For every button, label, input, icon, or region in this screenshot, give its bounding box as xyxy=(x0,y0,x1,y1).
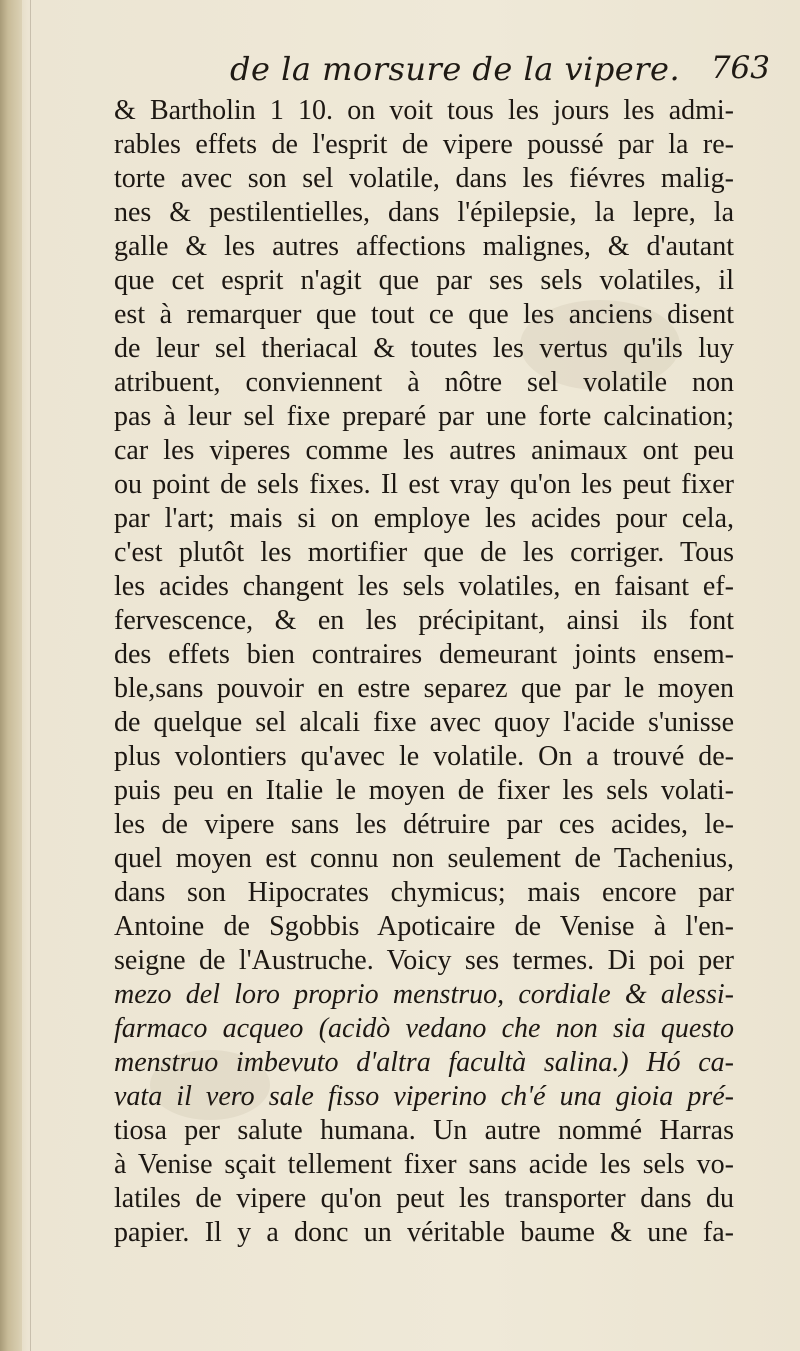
text-line: papier. Il y a donc un véritable baume & une fa- xyxy=(114,1217,734,1248)
running-title: de la morsure de la vipere. xyxy=(230,50,681,88)
body-text xyxy=(114,94,734,1250)
text-line: plus volontiers qu'avec le volatile. On a trouvé de- xyxy=(114,741,734,772)
text-line: c'est plutôt les mortifier que de les corriger. Tous xyxy=(114,537,734,568)
text-line: tiosa per salute humana. Un autre nommé Harras xyxy=(114,1115,734,1146)
text-line: des effets bien contraires demeurant joints ensem- xyxy=(114,639,734,670)
text-line: les acides changent les sels volatiles, en faisant ef- xyxy=(114,571,734,602)
gutter-fold-line xyxy=(30,0,31,1351)
text-line-italic: farmaco acqueo (acidò vedano che non sia questo xyxy=(114,1013,734,1044)
text-line: nes & pestilentielles, dans l'épilepsie, la lepre, la xyxy=(114,197,734,228)
text-line: fervescence, & en les précipitant, ainsi ils font xyxy=(114,605,734,636)
text-line: puis peu en Italie le moyen de fixer les sels volati- xyxy=(114,775,734,806)
text-line: seigne de l'Austruche. Voicy ses termes. Di poi per xyxy=(114,945,734,976)
text-line: & Bartholin 1 10. on voit tous les jours les admi- xyxy=(114,95,734,126)
text-line: à Venise sçait tellement fixer sans acide les sels vo- xyxy=(114,1149,734,1180)
text-line: de leur sel theriacal & toutes les vertus qu'ils luy xyxy=(114,333,734,364)
text-line: que cet esprit n'agit que par ses sels volatiles, il xyxy=(114,265,734,296)
text-line-italic: mezo del loro proprio menstruo, cordiale & alessi- xyxy=(114,979,734,1010)
page-number: 763 xyxy=(710,50,770,86)
text-line: atribuent, conviennent à nôtre sel volatile non xyxy=(114,367,734,398)
text-line: ou point de sels fixes. Il est vray qu'on les peut fixer xyxy=(114,469,734,500)
text-line: Antoine de Sgobbis Apoticaire de Venise à l'en- xyxy=(114,911,734,942)
text-line-italic: menstruo imbevuto d'altra facultà salina.) Hó ca- xyxy=(114,1047,734,1078)
text-line: torte avec son sel volatile, dans les fiévres malig- xyxy=(114,163,734,194)
text-line: de quelque sel alcali fixe avec quoy l'acide s'unisse xyxy=(114,707,734,738)
text-line-italic: vata il vero sale fisso viperino ch'é una gioia pré- xyxy=(114,1081,734,1112)
text-line: est à remarquer que tout ce que les anciens disent xyxy=(114,299,734,330)
text-line: pas à leur sel fixe preparé par une forte calcination; xyxy=(114,401,734,432)
text-line: rables effets de l'esprit de vipere poussé par la re- xyxy=(114,129,734,160)
page-header xyxy=(230,44,770,94)
text-line: ble,sans pouvoir en estre separez que par le moyen xyxy=(114,673,734,704)
text-line: dans son Hipocrates chymicus; mais encore par xyxy=(114,877,734,908)
page-gutter xyxy=(0,0,22,1351)
text-line: latiles de vipere qu'on peut les transporter dans du xyxy=(114,1183,734,1214)
text-line: quel moyen est connu non seulement de Tachenius, xyxy=(114,843,734,874)
text-line: galle & les autres affections malignes, & d'autant xyxy=(114,231,734,262)
text-line: par l'art; mais si on employe les acides pour cela, xyxy=(114,503,734,534)
text-line: les de vipere sans les détruire par ces acides, le- xyxy=(114,809,734,840)
text-line: car les viperes comme les autres animaux ont peu xyxy=(114,435,734,466)
